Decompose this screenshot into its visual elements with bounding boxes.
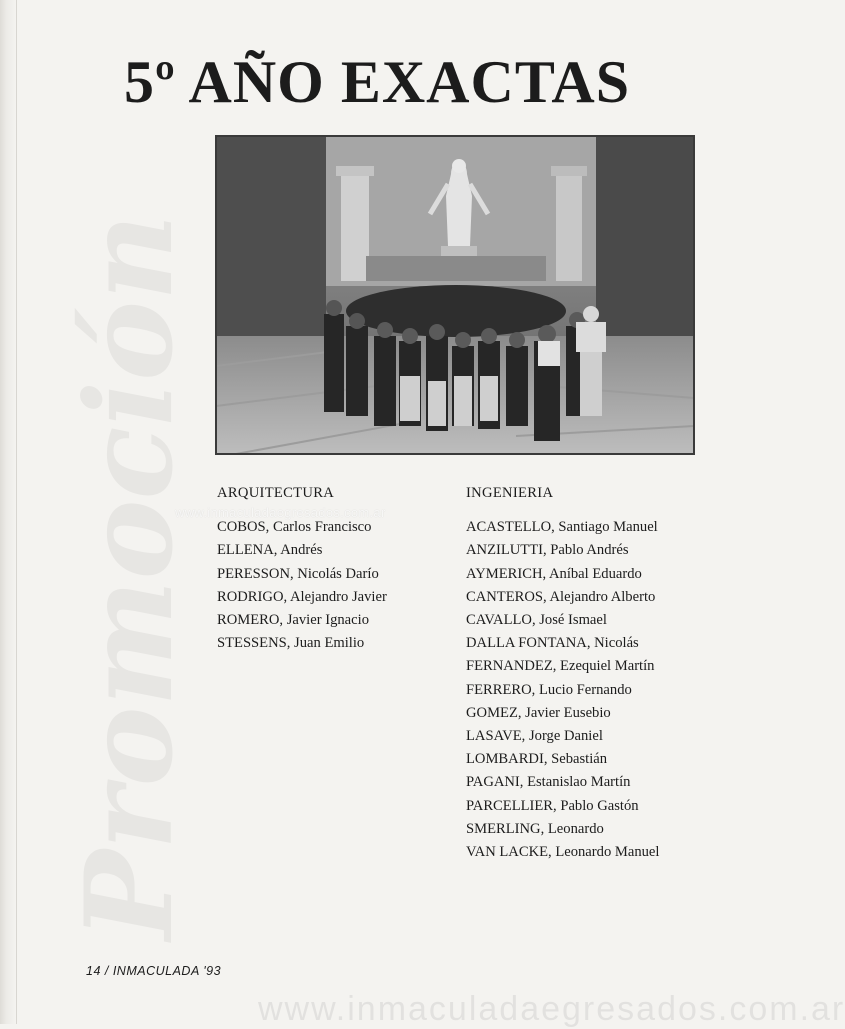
student-name: LOMBARDI, Sebastián	[466, 751, 608, 768]
student-name: ACASTELLO, Santiago Manuel	[466, 519, 658, 536]
student-name: SMERLING, Leonardo	[466, 820, 604, 837]
student-name: PARCELLIER, Pablo Gastón	[466, 797, 639, 814]
student-name: ROMERO, Javier Ignacio	[217, 612, 369, 629]
student-name: PERESSON, Nicolás Darío	[217, 565, 379, 582]
student-name: ELLENA, Andrés	[217, 542, 323, 559]
student-name: RODRIGO, Alejandro Javier	[217, 588, 387, 605]
site-watermark: www.inmaculadaegresados.com.ar	[175, 505, 386, 520]
group-photo-image	[216, 136, 694, 454]
site-watermark-bottom: www.inmaculadaegresados.com.ar	[258, 990, 845, 1028]
background-ghost-script: Promoción	[59, 213, 200, 940]
ingenieria-column	[466, 482, 706, 864]
student-name: GOMEZ, Javier Eusebio	[466, 704, 611, 721]
student-name: VAN LACKE, Leonardo Manuel	[466, 844, 660, 861]
student-name: AYMERICH, Aníbal Eduardo	[466, 565, 642, 582]
student-name: STESSENS, Juan Emilio	[217, 635, 365, 652]
student-name: COBOS, Carlos Francisco	[217, 519, 372, 536]
arquitectura-heading: ARQUITECTURA	[217, 485, 335, 501]
student-name: DALLA FONTANA, Nicolás	[466, 635, 639, 652]
page-footer: 14 / INMACULADA '93	[86, 964, 222, 978]
student-name: ANZILUTTI, Pablo Andrés	[466, 542, 629, 559]
page-title: 5º AÑO EXACTAS	[124, 49, 631, 115]
ingenieria-heading: INGENIERIA	[466, 485, 554, 501]
page-binding-edge	[0, 0, 17, 1024]
student-name: LASAVE, Jorge Daniel	[466, 728, 603, 745]
student-name: PAGANI, Estanislao Martín	[466, 774, 631, 791]
student-name: CAVALLO, José Ismael	[466, 612, 607, 629]
class-group-photo	[216, 136, 694, 454]
student-name: CANTEROS, Alejandro Alberto	[466, 588, 656, 605]
student-name: FERRERO, Lucio Fernando	[466, 681, 632, 698]
student-name: FERNANDEZ, Ezequiel Martín	[466, 658, 655, 675]
